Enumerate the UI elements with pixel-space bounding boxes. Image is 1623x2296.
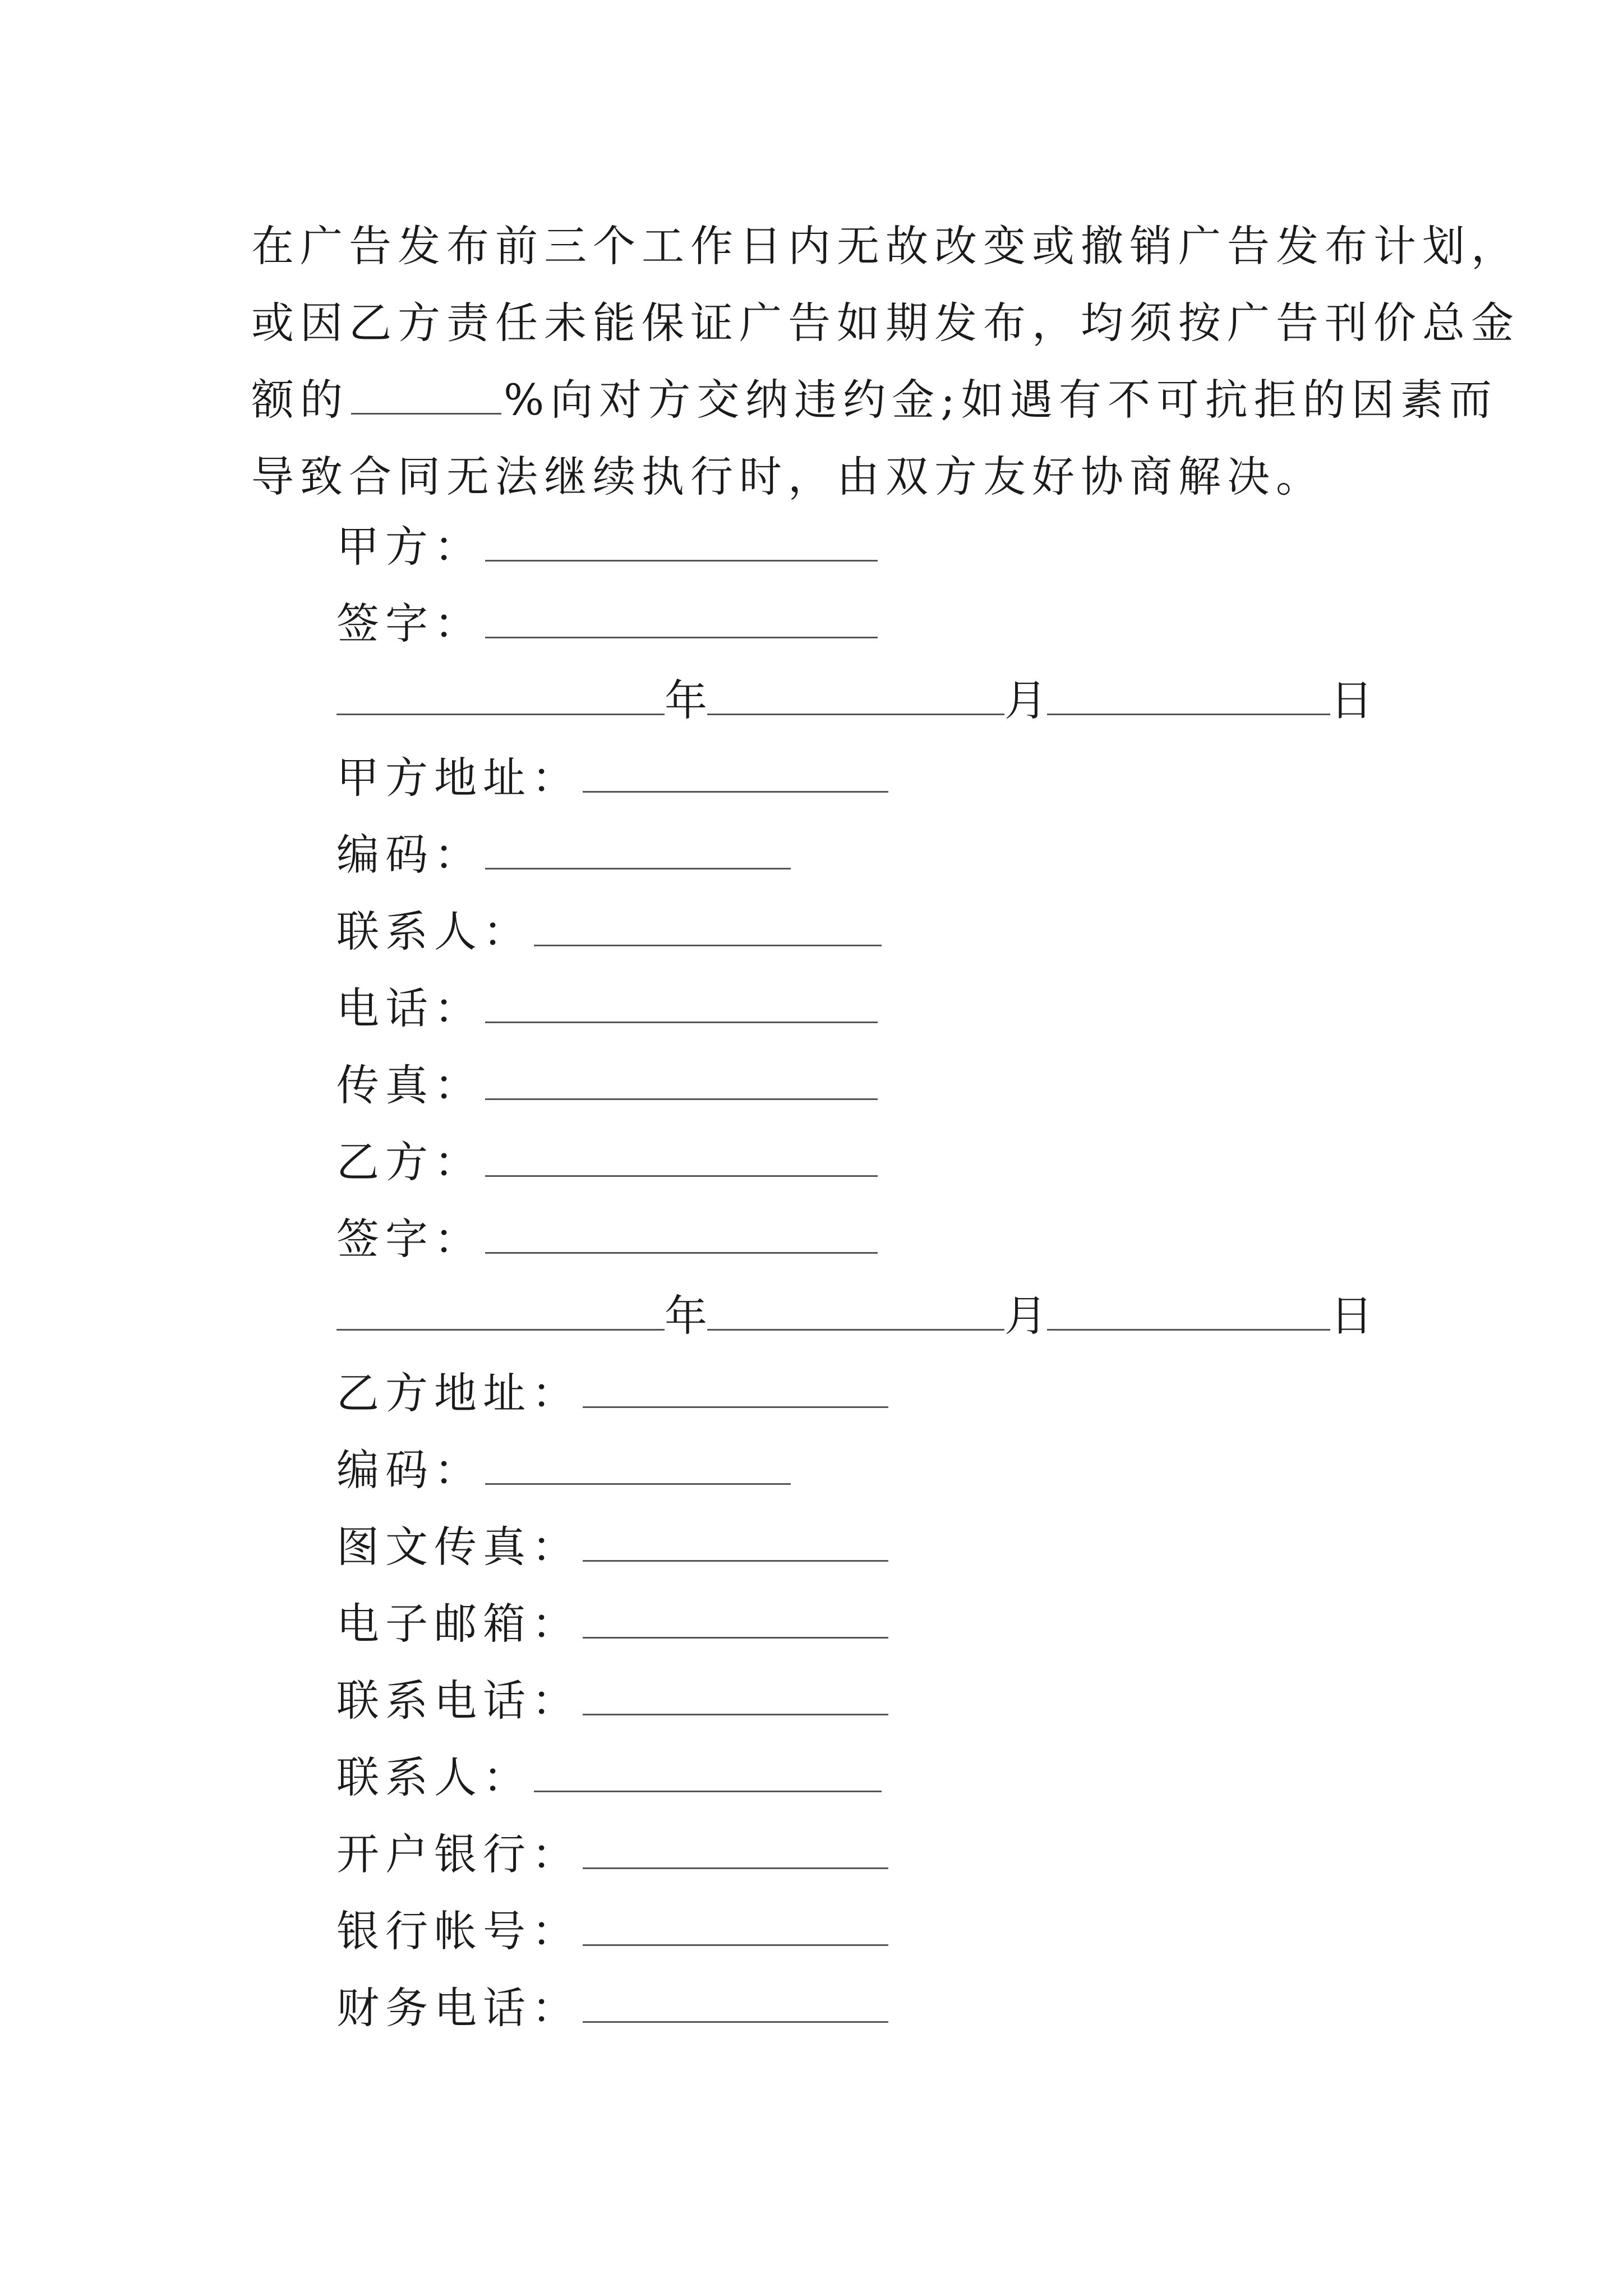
party-a-address-row <box>336 750 888 806</box>
party-b-bank-row <box>336 1826 888 1883</box>
party-a-sign-blank[interactable] <box>485 636 878 638</box>
party-b-month-label: 月 <box>1004 1291 1047 1341</box>
party-b-contact-blank[interactable] <box>534 1790 882 1792</box>
party-a-month-label: 月 <box>1004 675 1047 725</box>
party-b-sign-blank[interactable] <box>485 1251 878 1254</box>
paragraph-line-1: 在广告发布前三个工作日内无故改变或撤销广告发布计划， <box>251 221 1520 271</box>
penalty-clause-paragraph <box>251 208 1520 515</box>
paragraph-line-4: 导致合同无法继续执行时，由双方友好协商解决。 <box>251 452 1325 501</box>
party-a-address-blank[interactable] <box>583 790 888 793</box>
paragraph-line-2: 或因乙方责任未能保证广告如期发布，均须按广告刊价总金 <box>251 298 1520 348</box>
party-a-phone-label: 电话： <box>336 983 483 1033</box>
party-b-date-row <box>336 1288 1391 1344</box>
party-b-month-blank[interactable] <box>707 1328 1004 1331</box>
party-a-name-label: 甲方： <box>336 522 483 572</box>
party-b-day-label: 日 <box>1330 1291 1373 1341</box>
paragraph-line-3 <box>251 361 1498 438</box>
party-b-image-fax-row <box>336 1519 888 1575</box>
party-a-code-label: 编码： <box>336 830 483 880</box>
party-b-name-row <box>336 1134 878 1190</box>
party-b-bank-blank[interactable] <box>583 1867 888 1869</box>
party-b-bank-label: 开户银行： <box>336 1829 580 1879</box>
paragraph-line-3-end: %向对方交纳违约金;如遇有不可抗拒的因素而 <box>504 375 1498 425</box>
party-a-day-blank[interactable] <box>1047 713 1330 715</box>
party-b-email-blank[interactable] <box>583 1636 888 1639</box>
party-b-contact-phone-label: 联系电话： <box>336 1676 580 1726</box>
party-b-account-row <box>336 1903 888 1959</box>
party-b-year-blank[interactable] <box>336 1328 665 1331</box>
party-a-phone-row <box>336 981 878 1037</box>
penalty-percent-blank[interactable] <box>351 412 501 415</box>
party-a-fax-row <box>336 1057 878 1114</box>
party-b-finance-phone-blank[interactable] <box>583 2021 888 2023</box>
party-b-finance-phone-row <box>336 1980 888 2036</box>
party-a-fax-label: 传真： <box>336 1060 483 1110</box>
party-b-email-label: 电子邮箱： <box>336 1599 580 1649</box>
party-a-phone-blank[interactable] <box>485 1021 878 1023</box>
party-b-name-label: 乙方： <box>336 1137 483 1187</box>
party-b-email-row <box>336 1596 888 1652</box>
party-b-address-label: 乙方地址： <box>336 1368 580 1418</box>
party-b-contact-label: 联系人： <box>336 1752 532 1802</box>
party-b-address-row <box>336 1365 888 1421</box>
paragraph-line-3-start: 额的 <box>251 375 349 425</box>
party-b-code-blank[interactable] <box>485 1483 791 1485</box>
party-b-contact-phone-row <box>336 1673 888 1729</box>
party-b-sign-row <box>336 1211 878 1267</box>
party-a-code-row <box>336 827 791 883</box>
party-a-contact-blank[interactable] <box>534 944 882 946</box>
party-a-sign-label: 签字： <box>336 599 483 648</box>
party-a-month-blank[interactable] <box>707 713 1004 715</box>
party-b-image-fax-blank[interactable] <box>583 1559 888 1562</box>
party-b-address-blank[interactable] <box>583 1406 888 1408</box>
party-a-year-label: 年 <box>665 675 707 725</box>
party-b-sign-label: 签字： <box>336 1214 483 1264</box>
party-a-contact-row <box>336 904 882 960</box>
party-b-day-blank[interactable] <box>1047 1328 1330 1331</box>
party-a-sign-row <box>336 596 878 652</box>
party-b-name-blank[interactable] <box>485 1175 878 1177</box>
party-a-code-blank[interactable] <box>485 867 791 869</box>
party-b-image-fax-label: 图文传真： <box>336 1522 580 1572</box>
party-b-code-label: 编码： <box>336 1445 483 1495</box>
party-a-year-blank[interactable] <box>336 713 665 715</box>
party-b-contact-phone-blank[interactable] <box>583 1713 888 1715</box>
party-b-code-row <box>336 1442 791 1498</box>
party-b-contact-row <box>336 1750 882 1806</box>
party-a-name-blank[interactable] <box>485 559 878 562</box>
party-a-day-label: 日 <box>1330 675 1373 725</box>
party-a-name-row <box>336 519 878 575</box>
party-a-address-label: 甲方地址： <box>336 753 580 803</box>
party-a-fax-blank[interactable] <box>485 1098 878 1100</box>
party-b-account-blank[interactable] <box>583 1944 888 1946</box>
party-a-date-row <box>336 673 1391 729</box>
party-b-year-label: 年 <box>665 1291 707 1341</box>
party-b-finance-phone-label: 财务电话： <box>336 1983 580 2033</box>
party-b-account-label: 银行帐号： <box>336 1906 580 1956</box>
party-a-contact-label: 联系人： <box>336 907 532 956</box>
